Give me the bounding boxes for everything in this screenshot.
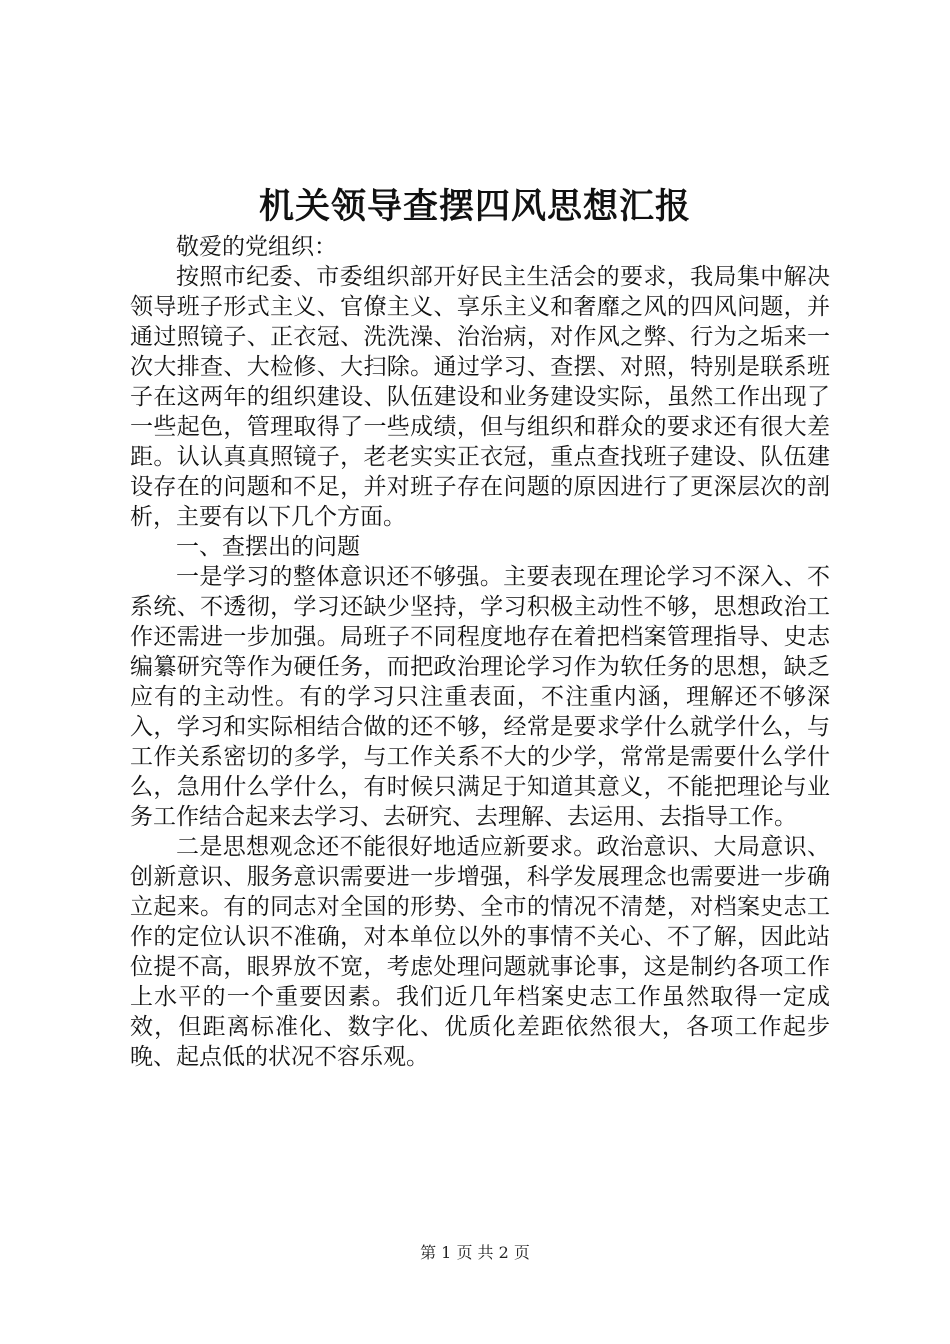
page-footer: 第 1 页 共 2 页 bbox=[420, 1243, 530, 1262]
section-heading: 一、查摆出的问题 bbox=[176, 534, 360, 560]
paragraph-intro: 按照市纪委、市委组织部开好民主生活会的要求，我局集中解决领导班子形式主义、官僚主义、享乐主义和奢靡之风的四风问题，并通过照镜子、正衣冠、洗洗澡、治治病，对作风之弊、行为之垢来一次大排查、大检修、大扫除。通过学习、查摆、对照，特别是联系班子在这两年的组织建设、队伍建设和业务建设实际，虽然工作出现了一些起色，管理取得了一些成绩，但与组织和群众的要求还有很大差距。认认真真照镜子，老老实实正衣冠，重点查找班子建设、队伍建设存在的问题和不足，并对班子存在问题的原因进行了更深层次的剖析，主要有以下几个方面。 bbox=[130, 264, 830, 530]
salutation: 敬爱的党组织： bbox=[176, 234, 337, 260]
document-body bbox=[130, 232, 830, 1072]
paragraph-issue-1: 一是学习的整体意识还不够强。主要表现在理论学习不深入、不系统、不透彻，学习还缺少坚持，学习积极主动性不够，思想政治工作还需进一步加强。局班子不同程度地存在着把档案管理指导、史志编纂研究等作为硬任务，而把政治理论学习作为软任务的思想，缺乏应有的主动性。有的学习只注重表面，不注重内涵，理解还不够深入，学习和实际相结合做的还不够，经常是要求学什么就学什么，与工作关系密切的多学，与工作关系不大的少学，常常是需要什么学什么，急用什么学什么，有时候只满足于知道其意义，不能把理论与业务工作结合起来去学习、去研究、去理解、去运用、去指导工作。 bbox=[130, 564, 830, 830]
document-title: 机关领导查摆四风思想汇报 bbox=[258, 186, 691, 227]
paragraph-issue-2: 二是思想观念还不能很好地适应新要求。政治意识、大局意识、创新意识、服务意识需要进一步增强，科学发展理念也需要进一步确立起来。有的同志对全国的形势、全市的情况不清楚，对档案史志工作的定位认识不准确，对本单位以外的事情不关心、不了解，因此站位提不高，眼界放不宽，考虑处理问题就事论事，这是制约各项工作上水平的一个重要因素。我们近几年档案史志工作虽然取得一定成效，但距离标准化、数字化、优质化差距依然很大，各项工作起步晚、起点低的状况不容乐观。 bbox=[130, 834, 830, 1070]
